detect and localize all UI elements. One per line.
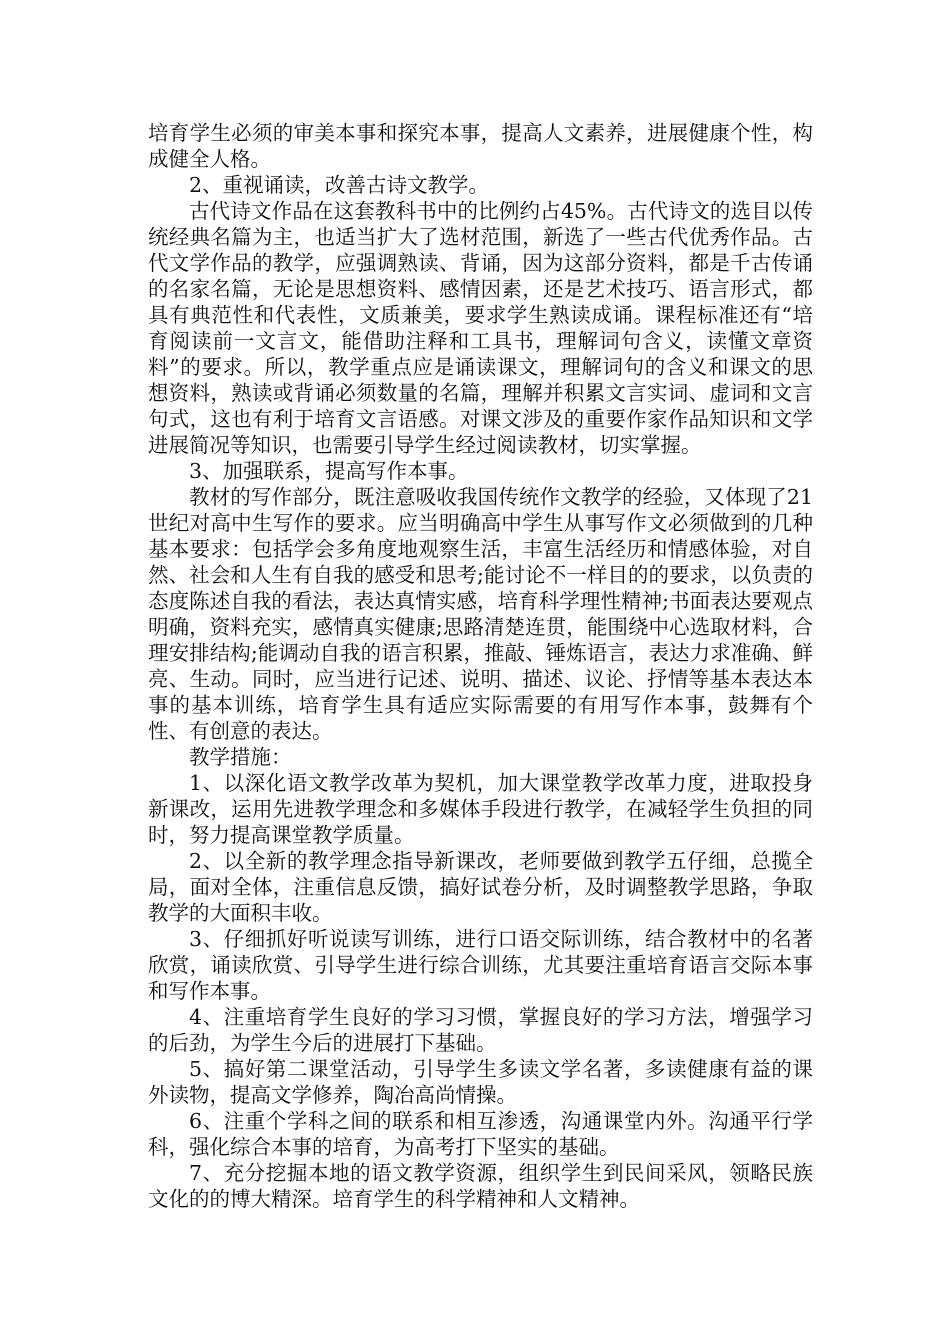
measure-item-4: 4、注重培育学生良好的学习习惯，掌握良好的学习方法，增强学习的后劲，为学生今后的进展打下基础。 <box>148 1005 813 1055</box>
section-heading-recitation: 2、重视诵读，改善古诗文教学。 <box>189 173 490 197</box>
paragraph-writing-requirements: 教材的写作部分，既注意吸收我国传统作文教学的经验，又体现了21世纪对高中生写作的要求。应当明确高中学生从事写作文必须做到的几种基本要求：包括学会多角度地观察生活，丰富生活经历和情感体验，对自然、社会和人生有自我的感受和思考;能讨论不一样目的的要求，以负责的态度陈述自我的看法，表达真情实感，培育科学理性精神;书面表达要观点明确，资料充实，感情真实健康;思路清楚连贯，能围绕中心选取材料，合理安排结构;能调动自我的语言积累，推敲、锤炼语言，表达力求准确、鲜亮、生动。同时，应当进行记述、说明、描述、议论、抒情等基本表达本事的基本训练，培育学生具有适应实际需要的有用写作本事，鼓舞有个性、有创意的表达。 <box>148 485 813 743</box>
paragraph-classical-poetry: 古代诗文作品在这套教科书中的比例约占45%。古代诗文的选目以传统经典名篇为主，也适当扩大了选材范围，新选了一些古代优秀作品。古代文学作品的教学，应强调熟读、背诵，因为这部分资料，都是千古传诵的名家名篇，无论是思想资料、感情因素，还是艺术技巧、语言形式，都具有典范性和代表性，文质兼美，要求学生熟读成诵。课程标准还有“培育阅读前一文言文，能借助注释和工具书，理解词句含义，读懂文章资料”的要求。所以，教学重点应是诵读课文，理解词句的含义和课文的思想资料，熟读或背诵必须数量的名篇，理解并积累文言实词、虚词和文言句式，这也有利于培育文言语感。对课文涉及的重要作家作品知识和文学进展简况等知识，也需要引导学生经过阅读教材，切实掌握。 <box>148 199 813 457</box>
section-heading-writing: 3、加强联系，提高写作本事。 <box>189 459 469 483</box>
paragraph-continuation: 培育学生必须的审美本事和探究本事，提高人文素养，进展健康个性，构成健全人格。 <box>148 121 813 171</box>
measure-item-7: 7、充分挖掘本地的语文教学资源，组织学生到民间采风，领略民族文化的的博大精深。培育学生的科学精神和人文精神。 <box>148 1161 813 1211</box>
section-heading-teaching-measures: 教学措施： <box>189 745 292 769</box>
document-body <box>148 120 813 1212</box>
measure-item-6: 6、注重个学科之间的联系和相互渗透，沟通课堂内外。沟通平行学科，强化综合本事的培育，为高考打下坚实的基础。 <box>148 1109 813 1159</box>
measure-item-1: 1、以深化语文教学改革为契机，加大课堂教学改革力度，进取投身新课改，运用先进教学理念和多媒体手段进行教学，在减轻学生负担的同时，努力提高课堂教学质量。 <box>148 771 813 847</box>
measure-item-5: 5、搞好第二课堂活动，引导学生多读文学名著，多读健康有益的课外读物，提高文学修养，陶冶高尚情操。 <box>148 1057 813 1107</box>
measure-item-2: 2、以全新的教学理念指导新课改，老师要做到教学五仔细，总揽全局，面对全体，注重信息反馈，搞好试卷分析，及时调整教学思路，争取教学的大面积丰收。 <box>148 849 813 925</box>
measure-item-3: 3、仔细抓好听说读写训练，进行口语交际训练，结合教材中的名著欣赏，诵读欣赏、引导学生进行综合训练，尤其要注重培育语言交际本事和写作本事。 <box>148 927 813 1003</box>
